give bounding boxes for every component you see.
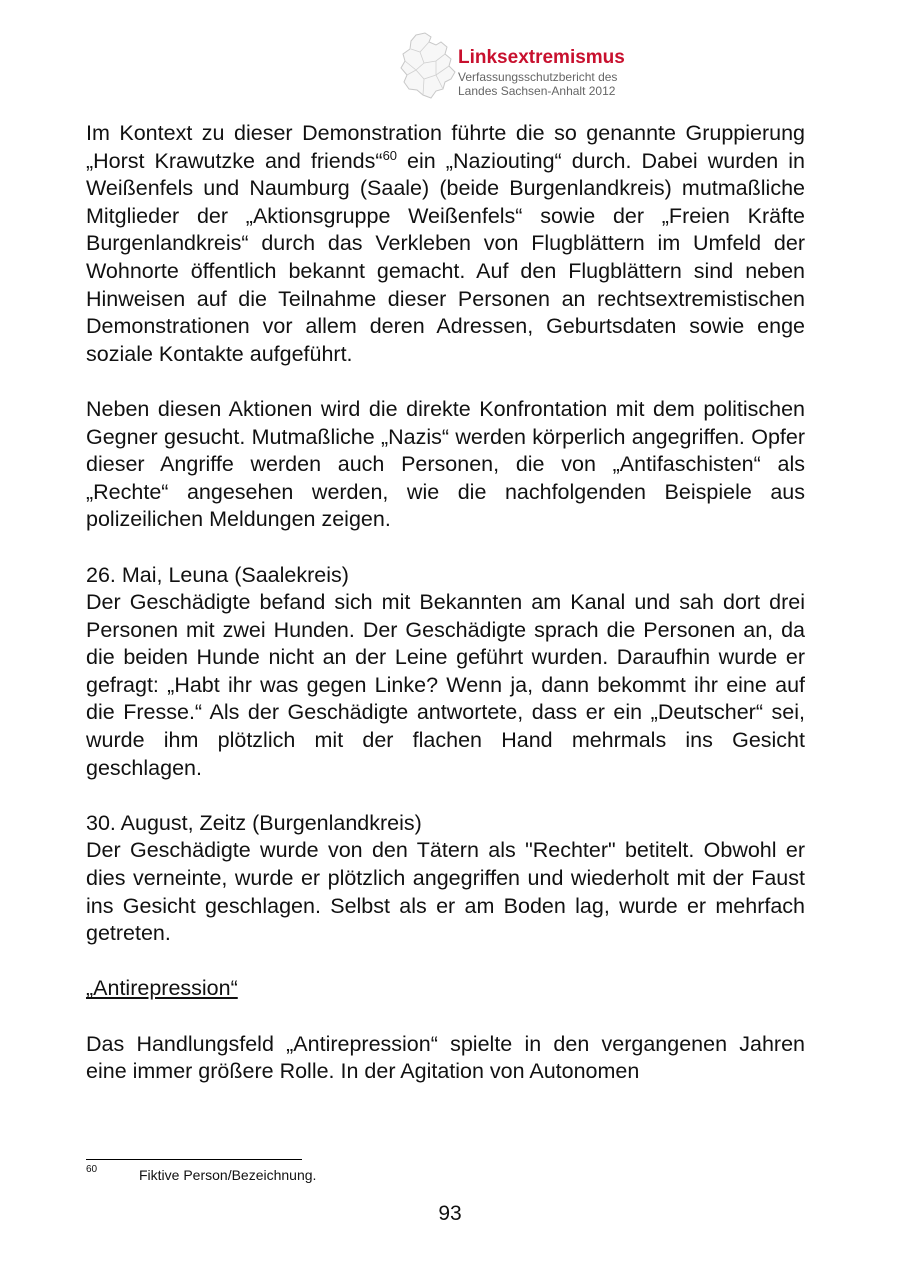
page-header (398, 32, 698, 102)
main-text (86, 120, 805, 1086)
case-text-zeitz: Der Geschädigte wurde von den Tätern als "Rechter" betitelt. Obwohl er dies verneinte, wurde er plötzlich angegriffen und wiederholt mit der Faust ins Gesicht geschlagen. Selbst als er am Boden lag, wurde er mehrfach getreten. (86, 838, 805, 946)
paragraph-antirepression: Das Handlungsfeld „Antirepression“ spielte in den vergangenen Jahren eine immer größere Rolle. In der Agitation von Autonomen (86, 1031, 805, 1084)
footnote-divider (86, 1159, 302, 1160)
header-subtitle (458, 70, 617, 98)
paragraph-nazi-outing (86, 120, 805, 368)
header-subtitle-line2: Landes Sachsen-Anhalt 2012 (458, 84, 616, 98)
paragraph-text: ein „Naziouting“ durch. Dabei wurden in Weißenfels und Naumburg (Saale) (beide Burgenlandkreis) mutmaßliche Mitglieder der „Aktionsgruppe Weißenfels“ sowie der „Freien Kräfte Burgenlandkreis“ durch das Verkleben von Flugblättern im Umfeld der Wohnorte öffentlich bekannt gemacht. Auf den Flugblättern sind neben Hinweisen auf die Teilnahme dieser Personen an rechtsextremistischen Demonstrationen vor allem deren Adressen, Geburtsdaten sowie enge soziale Kontakte aufgeführt. (86, 148, 805, 366)
section-heading-antirepression: „Antirepression“ (86, 976, 238, 1001)
page-number: 93 (438, 1202, 462, 1225)
saxony-anhalt-map-icon (398, 32, 460, 100)
footnote-text: Fiktive Person/Bezeichnung. (139, 1167, 317, 1183)
paragraph-confrontation: Neben diesen Aktionen wird die direkte Konfrontation mit dem politischen Gegner gesucht. Mutmaßliche „Nazis“ werden körperlich angegriffen. Opfer dieser Angriffe werden auch Personen, die von „Antifaschisten“ als „Rechte“ angesehen werden, wie die nachfolgenden Beispiele aus polizeilichen Meldungen zeigen. (86, 396, 805, 532)
paragraph-text: Im Kontext zu dieser Demonstration führte die so genannte Gruppierung „Horst Krawutzke and friends“ (86, 121, 805, 173)
footnote-reference: 60 (382, 147, 398, 163)
case-heading-zeitz: 30. August, Zeitz (Burgenlandkreis) (86, 810, 422, 835)
case-heading-leuna: 26. Mai, Leuna (Saalekreis) (86, 562, 349, 587)
header-title: Linksextremismus (458, 47, 625, 68)
case-text-leuna: Der Geschädigte befand sich mit Bekannten am Kanal und sah dort drei Personen mit zwei Hunden. Der Geschädigte sprach die Personen an, da die beiden Hunde nicht an der Leine geführt wurden. Daraufhin wurde er gefragt: „Habt ihr was gegen Linke? Wenn ja, dann bekommt ihr eine auf die Fresse.“ Als der Geschädigte antwortete, dass er ein „Deutscher“ sei, wurde ihm plötzlich mit der flachen Hand mehrmals ins Gesicht geschlagen. (86, 590, 805, 780)
header-subtitle-line1: Verfassungsschutzbericht des (458, 70, 618, 84)
footnote-number: 60 (86, 1164, 98, 1175)
